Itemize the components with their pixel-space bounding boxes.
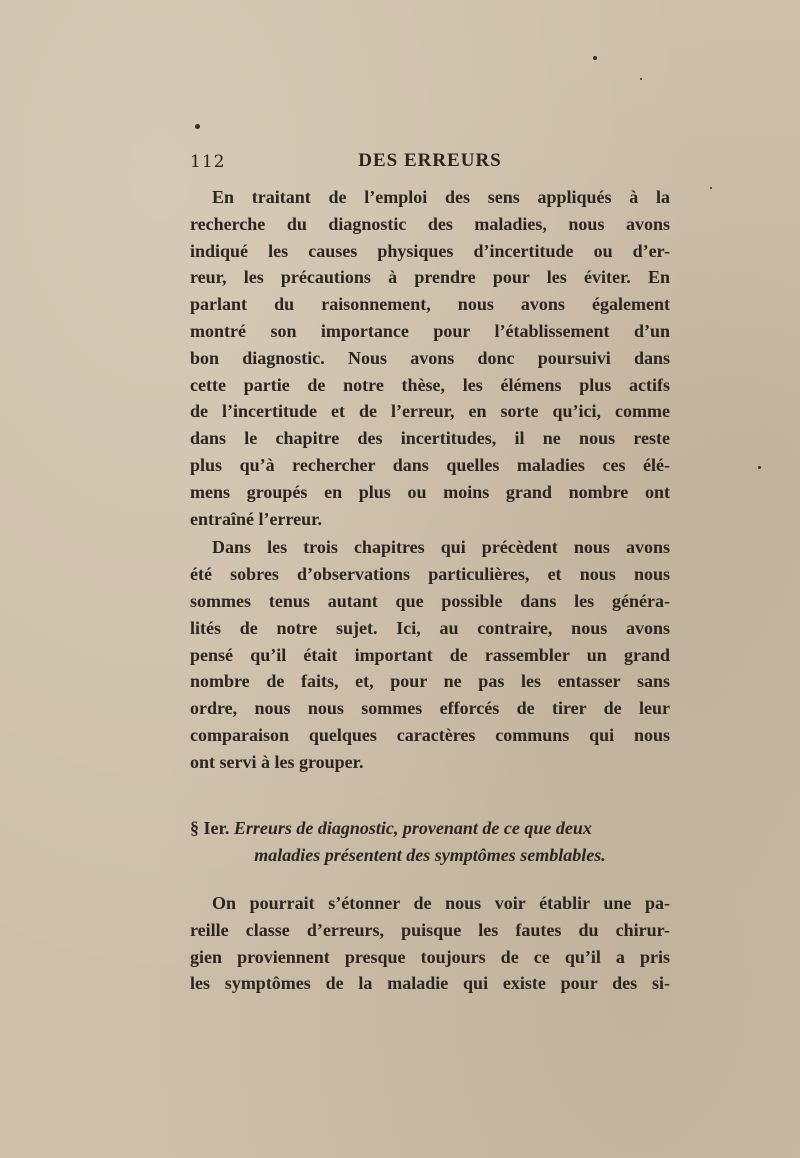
text-line: pensé qu’il était important de rassembler un grand: [190, 644, 670, 665]
paper-speck: [195, 124, 200, 129]
text-line: bon diagnostic. Nous avons donc poursuivi dans: [190, 347, 670, 368]
text-line: lités de notre sujet. Ici, au contraire, nous avons: [190, 617, 670, 638]
text-line: gien proviennent presque toujours de ce qu’il a pris: [190, 946, 670, 967]
text-line: été sobres d’observations particulières, et nous nous: [190, 564, 670, 585]
text-line: de l’incertitude et de l’erreur, en sorte qu’ici, comme: [190, 401, 670, 422]
text-line: ont servi à les grouper.: [190, 751, 364, 772]
text-line: comparaison quelques caractères communs qui nous: [190, 724, 670, 745]
section-mark: § Ier.: [190, 818, 230, 838]
text-line: les symptômes de la maladie qui existe pour des si-: [190, 973, 670, 994]
running-head: DES ERREURS: [358, 150, 502, 171]
text-line: cette partie de notre thèse, les élémens plus actifs: [190, 374, 670, 395]
text-line: entraîné l’erreur.: [190, 508, 322, 529]
text-line: recherche du diagnostic des maladies, nous avons: [190, 213, 670, 234]
text-line: On pourrait s’étonner de nous voir établir une pa-: [212, 893, 670, 913]
text-line: En traitant de l’emploi des sens appliqués à la: [212, 187, 670, 207]
section-heading-line: maladies présentent des symptômes semblables.: [254, 845, 606, 865]
body-text: [190, 890, 670, 997]
text-line: nombre de faits, et, pour ne pas les entasser sans: [190, 671, 670, 692]
section-heading: [190, 815, 670, 869]
paper-speck: [758, 466, 761, 469]
text-line: plus qu’à rechercher dans quelles maladies ces élé-: [190, 454, 670, 475]
page-number: 112: [190, 152, 226, 172]
section-heading-line: [190, 815, 670, 842]
text-line: reur, les précautions à prendre pour les éviter. En: [190, 267, 670, 288]
text-line: dans le chapitre des incertitudes, il ne nous reste: [190, 428, 670, 449]
body-text: [190, 184, 670, 776]
text-line: ordre, nous nous sommes efforcés de tirer de leur: [190, 698, 670, 719]
text-line: sommes tenus autant que possible dans les généra-: [190, 590, 670, 611]
section-title-part: Erreurs de diagnostic, provenant de ce que deux: [233, 818, 592, 838]
page-header: [190, 150, 670, 178]
text-line: indiqué les causes physiques d’incertitude ou d’er-: [190, 240, 670, 261]
text-line: Dans les trois chapitres qui précèdent nous avons: [212, 537, 670, 558]
text-line: parlant du raisonnement, nous avons également: [190, 294, 670, 315]
text-line: mens groupés en plus ou moins grand nombre ont: [190, 481, 670, 502]
paper-speck: [640, 78, 642, 80]
text-line: reille classe d’erreurs, puisque les fautes du chirur-: [190, 919, 670, 940]
text-line: montré son importance pour l’établissement d’un: [190, 320, 670, 341]
paper-speck: [710, 187, 712, 189]
paper-speck: [593, 56, 597, 60]
